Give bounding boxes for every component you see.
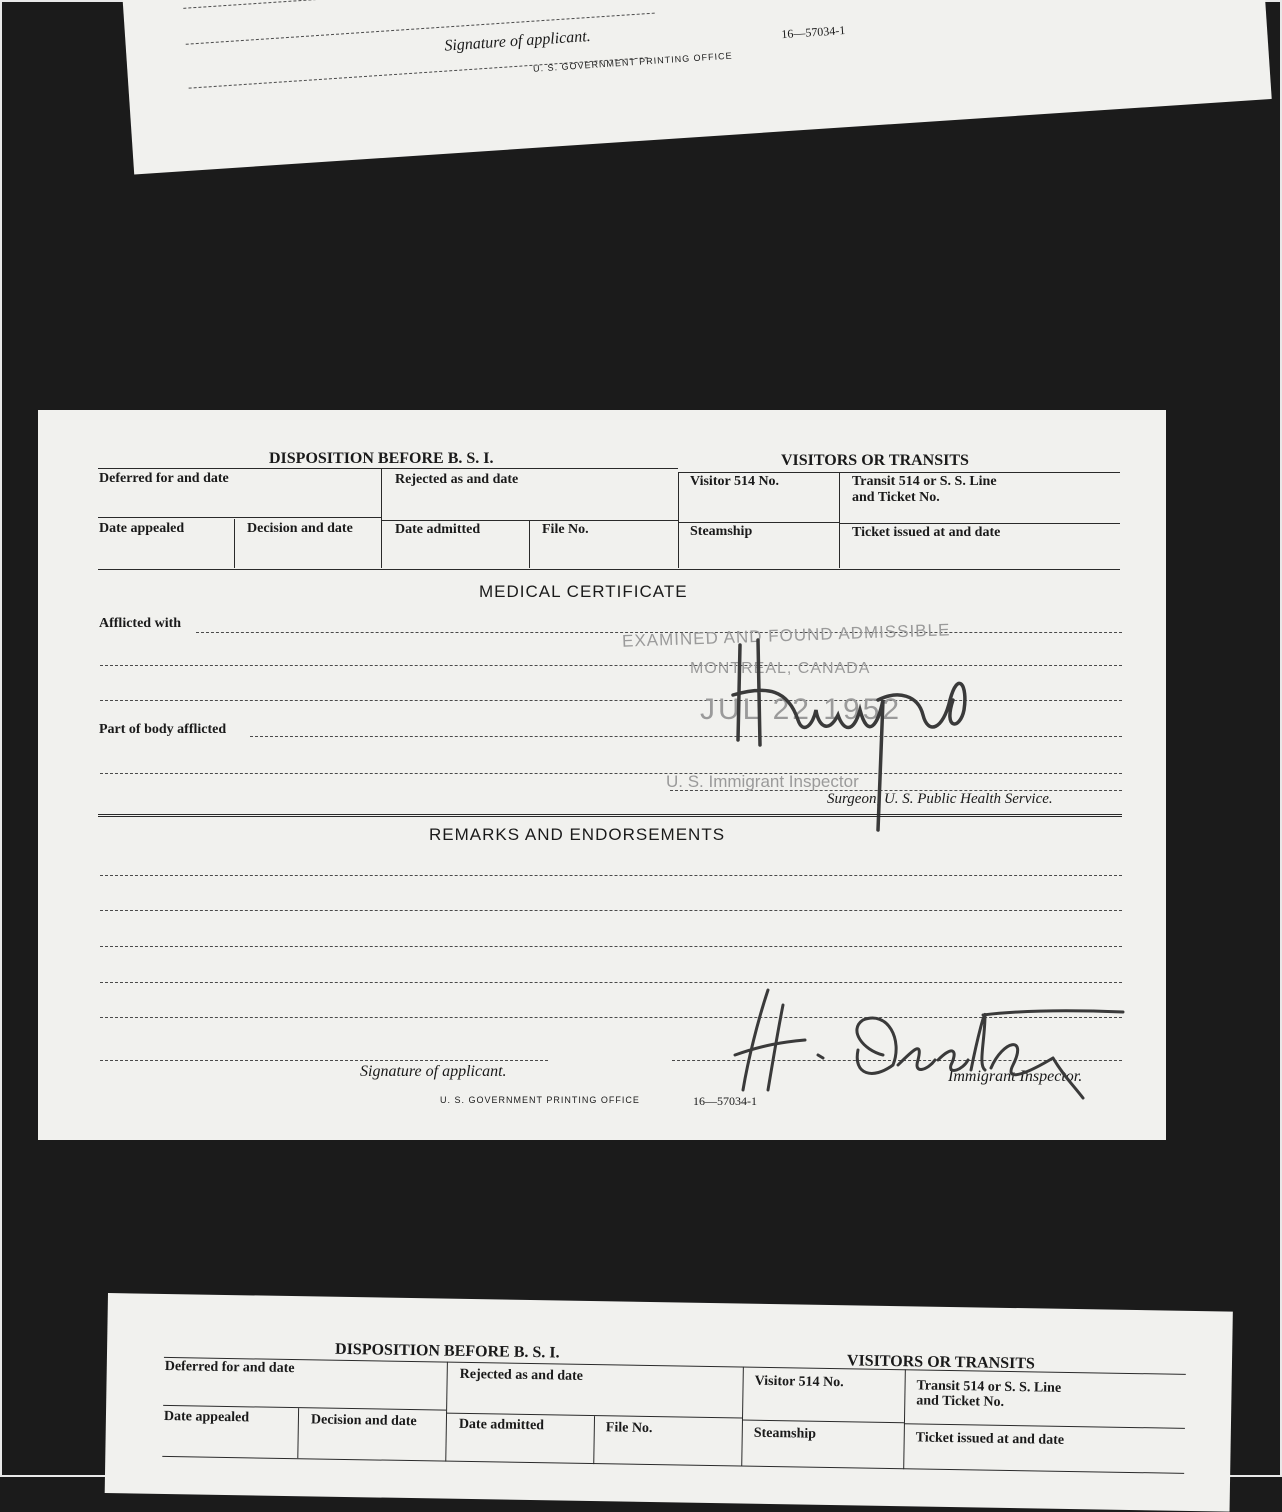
section-divider [98,814,1122,817]
rejected-label: Rejected as and date [459,1366,584,1384]
ticket-no-label: and Ticket No. [852,490,940,505]
steamship-label: Steamship [690,524,753,539]
surgeon-handwritten-signature [728,630,988,830]
inspector-label: Immigrant Inspector. [948,1068,1083,1085]
table-divider [381,468,382,568]
table-mid-line [98,517,381,518]
transit-514-label: Transit 514 or S. S. Line [852,474,997,489]
table-mid-line [381,520,678,521]
table-mid-line [678,522,839,523]
table-divider [234,519,235,568]
deferred-label: Deferred for and date [164,1358,295,1377]
date-admitted-label: Date admitted [458,1416,545,1434]
printing-office-label: U. S. GOVERNMENT PRINTING OFFICE [440,1095,640,1105]
disposition-heading: DISPOSITION BEFORE B. S. I. [334,1340,560,1362]
rejected-label: Rejected as and date [395,472,519,487]
admission-stamp-inspector: U. S. Immigrant Inspector [666,772,859,791]
file-no-label: File No. [605,1420,653,1437]
surgeon-label: Surgeon, U. S. Public Health Service. [827,791,1053,807]
table-divider [678,472,679,568]
remarks-heading: REMARKS AND ENDORSEMENTS [429,825,726,844]
steamship-label: Steamship [753,1425,817,1442]
inspector-handwritten-signature [723,980,1123,1110]
bottom-card [105,1293,1233,1512]
part-of-body-label: Part of body afflicted [99,722,227,737]
table-bottom-line [98,569,1120,570]
table-bottom-line [162,1456,1184,1474]
decision-date-label: Decision and date [310,1412,417,1430]
dotted-line [183,0,901,9]
file-no-label: File No. [542,522,589,537]
table-divider [839,472,840,568]
table-mid-line [839,523,1120,524]
remarks-line [100,946,1122,947]
table-divider [903,1369,906,1469]
ticket-no-label: and Ticket No. [916,1393,1005,1410]
visitors-heading: VISITORS OR TRANSITS [781,452,969,469]
ticket-issued-label: Ticket issued at and date [852,525,1001,540]
decision-date-label: Decision and date [247,521,353,536]
table-mid-line [904,1423,1185,1429]
top-card [118,0,1272,174]
remarks-line [100,875,1122,876]
ticket-issued-label: Ticket issued at and date [915,1430,1065,1448]
date-appealed-label: Date appealed [99,521,185,536]
part-of-body-line [250,736,1122,737]
main-card [38,410,1166,1140]
deferred-label: Deferred for and date [99,471,229,486]
table-top-line-left [98,468,678,469]
table-divider [297,1408,299,1458]
transit-514-label: Transit 514 or S. S. Line [916,1378,1062,1396]
admission-stamp-line2: MONTREAL, CANADA [690,660,871,677]
form-number: 16—57034-1 [780,23,846,42]
visitors-heading: VISITORS OR TRANSITS [846,1352,1036,1373]
visitor-514-label: Visitor 514 No. [690,474,780,489]
medical-certificate-heading: MEDICAL CERTIFICATE [479,582,688,601]
date-appealed-label: Date appealed [163,1408,250,1426]
remarks-line [100,910,1122,911]
table-top-line-right [678,472,1120,473]
admission-stamp-date: JUL 22 1952 [700,693,903,726]
applicant-signature-label: Signature of applicant. [360,1063,507,1080]
applicant-signature-line [100,1060,548,1061]
date-admitted-label: Date admitted [395,522,481,537]
table-divider [529,520,530,568]
table-mid-line [742,1420,904,1424]
form-number: 16—57034-1 [693,1094,757,1108]
table-divider [593,1416,595,1464]
afflicted-with-label: Afflicted with [99,616,182,631]
visitor-514-label: Visitor 514 No. [754,1373,844,1391]
signature-applicant-label: Signature of applicant. [443,27,592,55]
admission-stamp-line1: EXAMINED AND FOUND ADMISSIBLE [621,620,951,651]
printing-office-label: U. S. GOVERNMENT PRINTING OFFICE [532,50,733,74]
disposition-heading: DISPOSITION BEFORE B. S. I. [269,450,494,467]
